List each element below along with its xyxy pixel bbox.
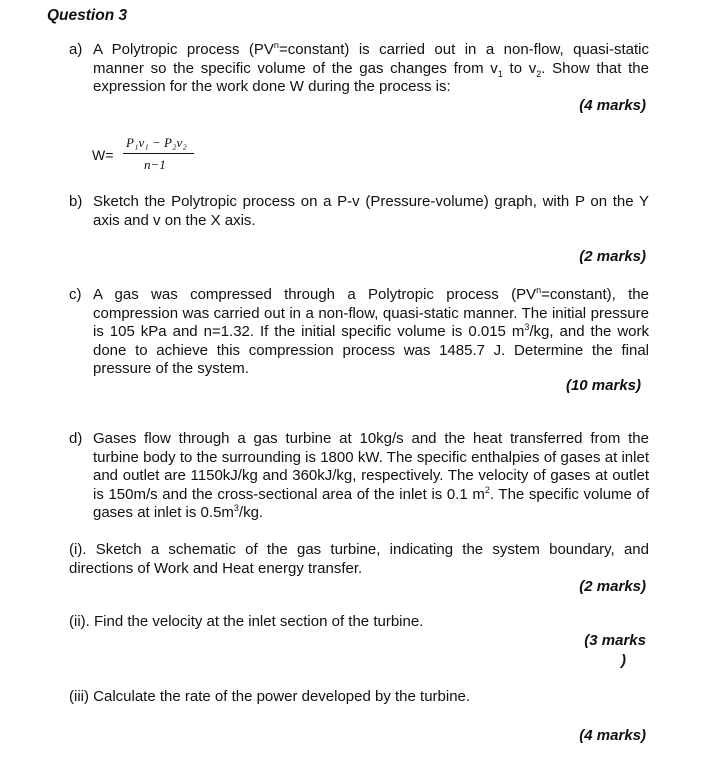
part-d-iii-text: (iii) Calculate the rate of the power developed by the turbine. [69,688,471,705]
part-d-i-text: (i). Sketch a schematic of the gas turbine, indicating the system boundary, and directions of Work and Heat energy transfer. [69,541,649,577]
part-b-text: Sketch the Polytropic process on a P-v (Pressure-volume) graph, with P on the Y axis and v on the X axis. [93,193,649,229]
part-d-ii-text: (ii). Find the velocity at the inlet section of the turbine. [69,613,424,630]
part-a-text: A Polytropic process $(PV^n=constant)$ is carried out in a non-flow, quasi-static manner so the specific volume of the gas changes from $v_1$ to $v_2$. Show that the expression for the work done W during the process is: [93,40,649,95]
part-c-marks: (10 marks) [565,377,641,394]
part-c-label: c) [69,286,82,303]
part-a-marks: (4 marks) [579,97,646,114]
part-d-label: d) [69,430,83,447]
part-b-marks: (2 marks) [579,248,646,265]
question-title: Question 3 [47,7,128,24]
fraction-bar [123,153,194,154]
work-formula [92,132,212,174]
part-b-label: b) [69,193,83,210]
part-d-text: Gases flow through a gas turbine at 10kg/s and the heat transferred from the turbine body to the surrounding is 1800 kW. The specific enthalpies of gases at inlet and outlet are 1150kJ/kg and 360kJ/kg, respectively. The velocity of gases at outlet is 150m/s and the cross-sectional area of the inlet is 0.1 $m^2$. The specific volume of gases at inlet is $0.5m^3/kg$. [93,430,650,521]
formula-numerator: P₁v₁ − P₂v₂ [126,135,187,150]
part-a-label: a) [69,41,83,58]
part-d-ii-marks-close: ) [621,652,626,669]
part-d-i-marks: (2 marks) [579,578,646,595]
part-d-iii-marks: (4 marks) [579,727,646,744]
part-c-text: A gas was compressed through a Polytropic process $(PV^n=constant)$, the compression was carried out in a non-flow, quasi-static manner. The initial pressure is 105 kPa and n=1.32. If the initial specific volume is 0.015 $m^3/kg$, and the work done to achieve this compression process was 1485.7 J. Determine the final pressure of the system. [93,285,650,377]
formula-denominator: n−1 [144,157,166,172]
part-d-ii-marks: (3 marks [584,632,646,649]
formula-lhs: W= [92,147,114,163]
